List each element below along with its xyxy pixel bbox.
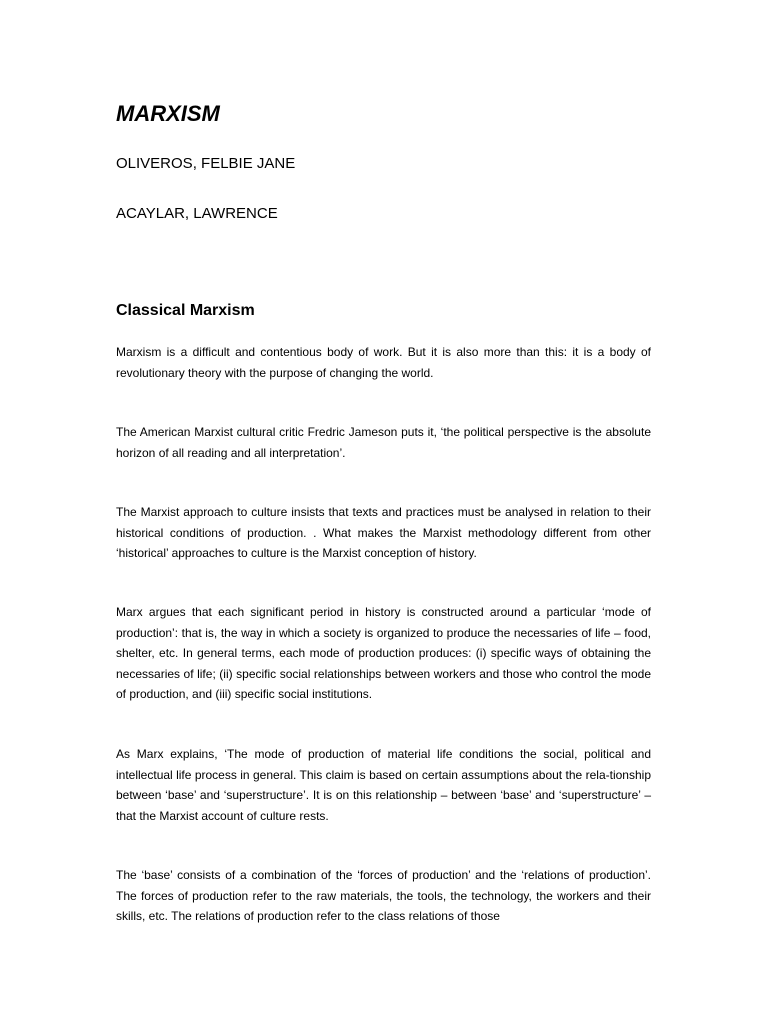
body-paragraph: The American Marxist cultural critic Fredric Jameson puts it, ‘the political perspective is the absolute horizon of all reading and all interpretation’. xyxy=(116,425,651,460)
body-paragraph: The ‘base’ consists of a combination of the ‘forces of production’ and the ‘relations of production’. The forces of production refer to the raw materials, the tools, the technology, the workers and their skills, etc. The relations of production refer to the class relations of those xyxy=(116,868,651,923)
body-paragraph: The Marxist approach to culture insists that texts and practices must be analysed in relation to their historical conditions of production. . What makes the Marxist methodology different from other ‘historical’ approaches to culture is the Marxist conception of history. xyxy=(116,505,651,560)
author-name: ACAYLAR, LAWRENCE xyxy=(116,205,278,222)
body-paragraph: Marx argues that each significant period in history is constructed around a particular ‘mode of production’: that is, the way in which a society is organized to produce the necessaries of life – food, shelter, etc. In general terms, each mode of production produces: (i) specific ways of obtaining the necessaries of life; (ii) specific social relationships between workers and those who control the mode of production, and (iii) specific social institutions. xyxy=(116,605,651,701)
section-heading: Classical Marxism xyxy=(116,302,255,319)
body-paragraph: As Marx explains, ‘The mode of production of material life conditions the social, political and intellectual life process in general. This claim is based on certain assumptions about the rela-tionship between ‘base’ and ‘superstructure’. It is on this relationship – between ‘base’ and ‘superstructure’ – that the Marxist account of culture rests. xyxy=(116,747,651,823)
author-name: OLIVEROS, FELBIE JANE xyxy=(116,155,296,172)
body-paragraph: Marxism is a difficult and contentious body of work. But it is also more than this: it is a body of revolutionary theory with the purpose of changing the world. xyxy=(116,345,651,380)
document-title: MARXISM xyxy=(116,101,220,126)
